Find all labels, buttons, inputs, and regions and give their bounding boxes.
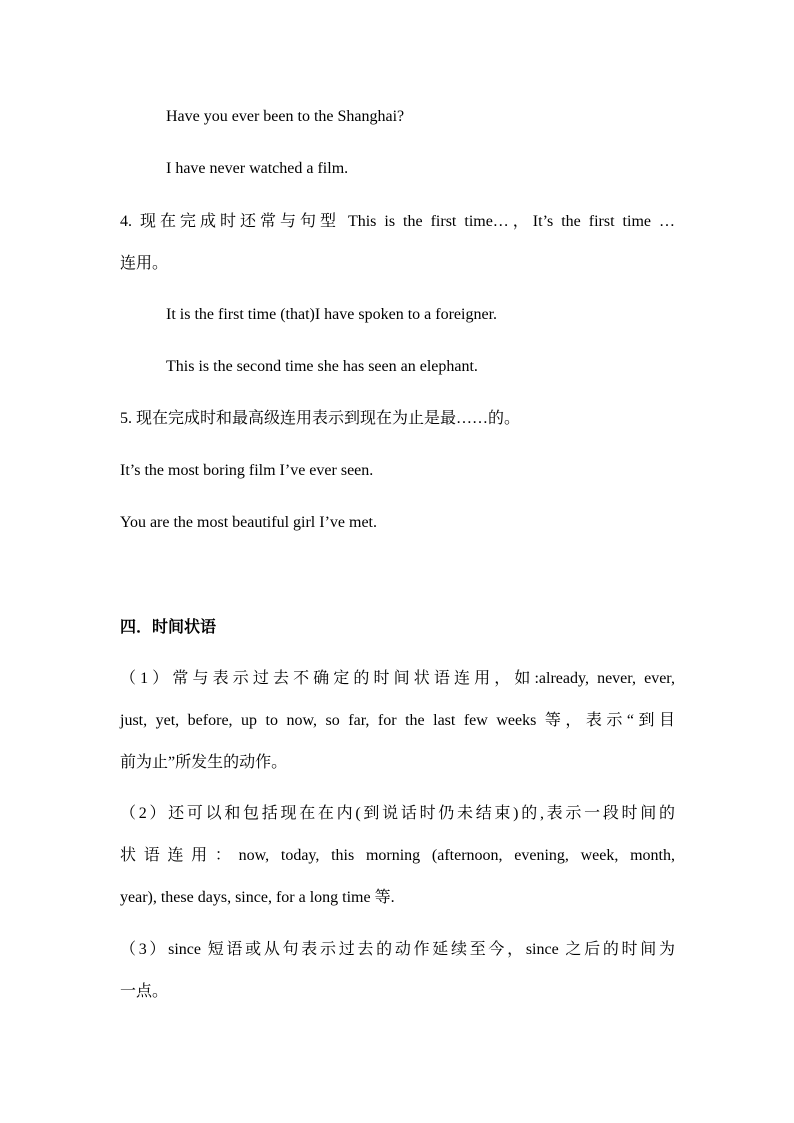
point-4-line-2: 连用。 bbox=[120, 255, 169, 272]
item-1-line-2: just, yet, before, up to now, so far, for the last few weeks 等，表示“到目 bbox=[120, 712, 675, 729]
example-sentence: I have never watched a film. bbox=[166, 160, 349, 177]
example-sentence: It’s the most boring film I’ve ever seen. bbox=[120, 462, 374, 479]
item-2-line-3: year), these days, since, for a long time 等. bbox=[120, 889, 395, 906]
item-3-line-2: 一点。 bbox=[120, 983, 169, 1000]
item-1-line-1: （1）常与表示过去不确定的时间状语连用，如:already, never, ever, bbox=[120, 670, 675, 687]
point-4-line-1: 4. 现在完成时还常与句型 This is the first time…，It’s the first time … bbox=[120, 213, 675, 230]
item-2-line-1: （2）还可以和包括现在在内(到说话时仍未结束)的,表示一段时间的 bbox=[120, 805, 675, 822]
item-2-line-2: 状语连用：now, today, this morning (afternoon, evening, week, month, bbox=[120, 847, 675, 864]
section-heading: 四．时间状语 bbox=[120, 619, 217, 636]
item-1-line-3: 前为止”所发生的动作。 bbox=[120, 754, 288, 771]
item-3-line-1: （3）since 短语或从句表示过去的动作延续至今，since 之后的时间为 bbox=[120, 941, 675, 958]
point-5-line-1: 5. 现在完成时和最高级连用表示到现在为止是最……的。 bbox=[120, 410, 521, 427]
example-sentence: This is the second time she has seen an elephant. bbox=[166, 358, 478, 375]
example-sentence: It is the first time (that)I have spoken to a foreigner. bbox=[166, 306, 498, 323]
example-sentence: Have you ever been to the Shanghai? bbox=[166, 108, 405, 125]
example-sentence: You are the most beautiful girl I’ve met. bbox=[120, 514, 377, 531]
